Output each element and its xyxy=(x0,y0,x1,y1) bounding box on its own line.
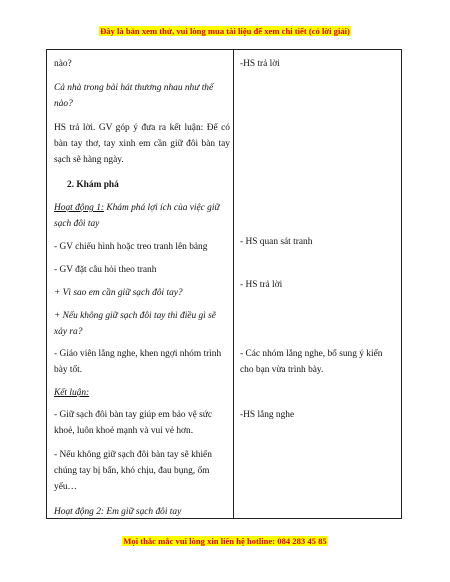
question-if-not: + Nếu không giữ sạch đôi tay thì điều gì sẽ xảy ra? xyxy=(54,311,216,337)
text-nao: nào? xyxy=(54,59,72,69)
question-family: Cả nhà trong bài hát thương nhau như thế nào? xyxy=(54,83,214,109)
preview-banner-text: Đây là bản xem thử, vui lòng mua tài liệu để xem chi tiết (có lời giải) xyxy=(100,26,350,36)
hotline-banner xyxy=(0,536,450,546)
hs-answer-2: - HS trả lời xyxy=(240,280,283,290)
question-why: + Vì sao em cần giữ sạch đôi tay? xyxy=(54,288,183,298)
hs-listen: -HS lắng nghe xyxy=(240,410,295,420)
conclusion-label: Kết luận: xyxy=(54,388,90,398)
activity-1-label: Hoạt động 1: xyxy=(54,203,104,213)
lesson-table xyxy=(46,49,402,519)
preview-banner xyxy=(0,26,450,36)
activity-2-heading: Hoạt động 2: Em giữ sạch đôi tay xyxy=(54,507,182,517)
activity-1-heading xyxy=(54,200,230,232)
groups-listen: - Các nhóm lắng nghe, bổ sung ý kiến cho bạn vừa trình bày. xyxy=(240,349,383,375)
teacher-listen: - Giáo viên lắng nghe, khen ngợi nhóm trình bày tốt. xyxy=(54,349,222,375)
conclusion-2: - Nếu không giữ sạch đôi bàn tay sẽ khiến chúng tay bị bẩn, khó chịu, đau bụng, ốm yếu… xyxy=(54,450,212,492)
conclusion-1: - Giữ sạch đôi bàn tay giúp em bảo vệ sức khoẻ, luôn khoẻ mạnh và vui vẻ hơn. xyxy=(54,410,213,436)
teacher-show-picture: - GV chiếu hình hoặc treo tranh lên bảng xyxy=(54,242,208,252)
hs-answer-1: -HS trả lời xyxy=(240,59,280,69)
hs-observe: - HS quan sát tranh xyxy=(240,237,313,247)
hotline-banner-text: Mọi thắc mắc vui lòng xin liên hệ hotline: 084 283 45 85 xyxy=(123,536,327,546)
student-answer: HS trả lời. GV góp ý đưa ra kết luận: Để có bàn tay thơ, tay xinh em cần giữ đôi bàn tay sạch sẽ hàng ngày. xyxy=(54,123,230,165)
section-heading: 2. Khám phá xyxy=(67,180,119,190)
activity-1-title: Khám phá lợi ích của việc giữ sạch đôi tay xyxy=(54,203,220,229)
column-divider xyxy=(233,50,234,518)
teacher-ask: - GV đặt câu hỏi theo tranh xyxy=(54,265,157,275)
